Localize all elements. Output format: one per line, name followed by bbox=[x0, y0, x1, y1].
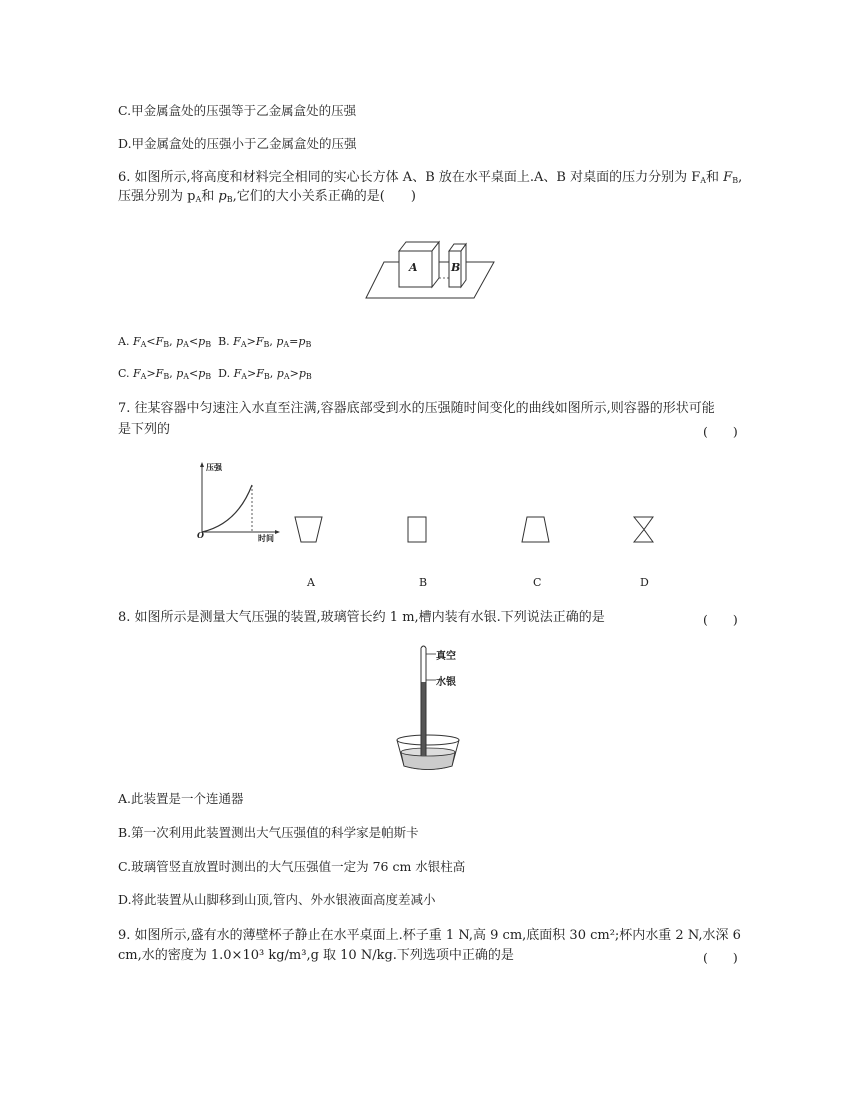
q9-answer-paren: ( ) bbox=[703, 950, 738, 965]
q6-stem-line2: 压强分别为 $p_A$和 $p_B$,它们的大小关系正确的是( ) bbox=[118, 189, 416, 204]
q7-choice-a: A bbox=[307, 576, 315, 589]
q7-stem-line2: 是下列的 bbox=[118, 422, 171, 437]
q8-option-c: C.玻璃管竖直放置时测出的大气压强值一定为 76 cm 水银柱高 bbox=[118, 859, 466, 874]
q6-stem-line1: 6. 如图所示,将高度和材料完全相同的实心长方体 A、B 放在水平桌面上.A、B 对桌面的压力分别为 $F_A$和 $F_B$, bbox=[118, 170, 743, 185]
q7-choice-d: D bbox=[640, 576, 649, 589]
q7-container-b-shape bbox=[406, 514, 428, 544]
q7-choice-b: B bbox=[419, 576, 428, 589]
q6-stem-text2: 压强分别为 p bbox=[118, 189, 196, 204]
q6-figure-blocks bbox=[364, 236, 496, 300]
q6-figure-label-a: A bbox=[409, 261, 418, 274]
q7-answer-paren: ( ) bbox=[703, 424, 738, 439]
q5-option-d: D.甲金属盒处的压强小于乙金属盒处的压强 bbox=[118, 136, 357, 151]
q7-graph-origin: O bbox=[197, 530, 204, 540]
q7-container-a-shape bbox=[294, 514, 324, 544]
q7-graph-xlabel: 时间 bbox=[258, 533, 274, 543]
q8-option-d: D.将此装置从山脚移到山顶,管内、外水银液面高度差减小 bbox=[118, 892, 436, 907]
q7-stem-line1: 7. 往某容器中匀速注入水直至注满,容器底部受到水的压强随时间变化的曲线如图所示,则容器的形状可能 bbox=[118, 401, 715, 416]
q6-figure-label-b: B bbox=[451, 261, 461, 274]
q8-option-b: B.第一次利用此装置测出大气压强值的科学家是帕斯卡 bbox=[118, 825, 419, 840]
q8-option-a: A.此装置是一个连通器 bbox=[118, 791, 244, 806]
q7-choice-c: C bbox=[533, 576, 542, 589]
q9-stem-line2: cm,水的密度为 1.0×10³ kg/m³,g 取 10 N/kg.下列选项中正确的是 bbox=[118, 948, 514, 963]
q7-container-d-shape bbox=[632, 514, 656, 544]
q7-container-c-shape bbox=[521, 514, 551, 544]
q6-stem-text: 6. 如图所示,将高度和材料完全相同的实心长方体 A、B 放在水平桌面上.A、B 对桌面的压力分别为 F bbox=[118, 170, 701, 185]
q7-graph-ylabel: 压强 bbox=[206, 462, 222, 472]
q8-stem: 8. 如图所示是测量大气压强的装置,玻璃管长约 1 m,槽内装有水银.下列说法正确的是 bbox=[118, 610, 605, 625]
q8-label-vacuum: 真空 bbox=[436, 651, 456, 662]
q9-stem-line1: 9. 如图所示,盛有水的薄壁杯子静止在水平桌面上.杯子重 1 N,高 9 cm,底面积 30 cm²;杯内水重 2 N,水深 6 bbox=[118, 928, 741, 943]
q5-option-c: C.甲金属盒处的压强等于乙金属盒处的压强 bbox=[118, 103, 357, 118]
q6-options-cd: C. $F_A>F_B$, $p_A<p_B$ D. $F_A>F_B$, $p_A>p_B$ bbox=[118, 367, 312, 381]
q6-options-ab: A. $F_A<F_B$, $p_A<p_B$ B. $F_A>F_B$, $p_A=p_B$ bbox=[118, 335, 312, 349]
q8-label-mercury: 水银 bbox=[436, 677, 456, 688]
q8-answer-paren: ( ) bbox=[703, 612, 738, 627]
